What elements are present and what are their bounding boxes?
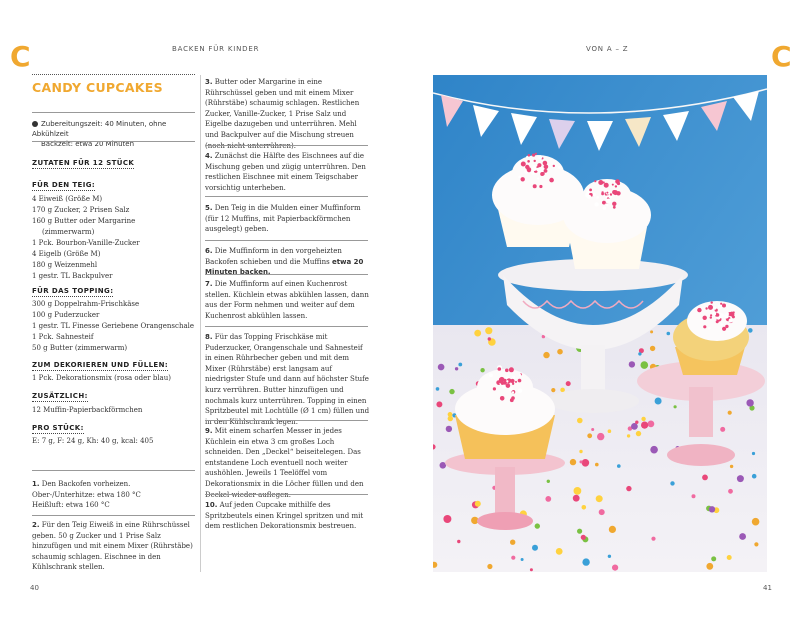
- cupcake-photo: [433, 75, 767, 572]
- rule: [205, 326, 368, 327]
- step-1: 1. Den Backofen vorheizen. Ober-/Unterhitze: etwa 180 °C Heißluft: etwa 160 °C: [32, 480, 141, 510]
- chapter-letter-left: C: [10, 40, 31, 73]
- step-5: 5. Den Teig in die Mulden einer Muffinform (für 12 Muffins, mit Papierbackförmchen ausgelegt) geben.: [205, 204, 361, 234]
- step-10: 10. Auf jeden Cupcake mithilfe des Spritzbeutels einen Kringel spritzen und mit dem restlichen Dekorationsmix bestreuen.: [205, 501, 364, 531]
- rule: [205, 420, 368, 421]
- step-4: 4. Zunächst die Hälfte des Eischnees auf die Mischung geben und zügig unterrühren. Den restlichen Eischnee mit einem Teigschaber vorsichtig unterheben.: [205, 152, 366, 192]
- topping-heading: FÜR DAS TOPPING:: [32, 287, 114, 295]
- extra-list: 12 Muffin-Papierbackförmchen: [32, 406, 143, 414]
- dough-list: 4 Eiweiß (Größe M) 170 g Zucker, 2 Prisen Salz 160 g Butter oder Margarine (zimmerwarm) 1 Pck. Bourbon-Vanille-Zucker 4 Eigelb (Größe M) 180 g Weizenmehl 1 gestr. TL Backpulver: [32, 195, 140, 280]
- chapter-letter-right: C: [771, 40, 792, 73]
- rule: [32, 515, 195, 516]
- page-number-right: 41: [763, 584, 772, 592]
- title-rule: [32, 74, 195, 75]
- extra-heading: ZUSÄTZLICH:: [32, 392, 88, 400]
- nutrition-heading: PRO STÜCK:: [32, 424, 84, 432]
- step-3: 3. Butter oder Margarine in eine Rührschüssel geben und mit einem Mixer (Rührstäbe) schaumig schlagen. Restlichen Zucker, Vanille-Zucker, 1 Prise Salz und Eigelbe dazugeben und unterrühren. Mehl und Backpulver auf die Mischung streuen (noch nicht unterrühren).: [205, 78, 360, 150]
- step-2: 2. Für den Teig Eiweiß in eine Rührschüssel geben. 50 g Zucker und 1 Prise Salz hinzufügen und mit einem Mixer (Rührstäbe) schaumig schlagen. Eischnee in den Kühlschrank stellen.: [32, 521, 193, 572]
- column-divider: [200, 75, 201, 572]
- decor-heading: ZUM DEKORIEREN UND FÜLLEN:: [32, 361, 169, 369]
- page-number-left: 40: [30, 584, 39, 592]
- running-header-right: VON A – Z: [586, 45, 629, 53]
- rule: [32, 112, 195, 113]
- step-9: 9. Mit einem scharfen Messer in jedes Küchlein ein etwa 3 cm großes Loch schneiden. Den „Deckel“ beiseitelegen. Das entstandene Loch eventuell noch weiter aushöhlen. Jeweils 1 Teelöffel vom Dekorationsmix in die Löcher füllen und den Deckel wieder auflegen.: [205, 427, 364, 499]
- nutrition-values: E: 7 g, F: 24 g, Kh: 40 g, kcal: 405: [32, 437, 154, 445]
- yield-heading: ZUTATEN FÜR 12 STÜCK: [32, 159, 135, 167]
- decor-list: 1 Pck. Dekorationsmix (rosa oder blau): [32, 374, 171, 382]
- rule: [32, 470, 195, 471]
- rule: [205, 145, 368, 146]
- rule: [205, 196, 368, 197]
- rule: [205, 240, 368, 241]
- recipe-title: CANDY CUPCAKES: [32, 80, 163, 95]
- rule: [205, 274, 368, 275]
- running-header-left: BACKEN FÜR KINDER: [172, 45, 260, 53]
- rule: [32, 141, 195, 142]
- clock-icon: [32, 121, 38, 127]
- step-6: 6. Die Muffinform in den vorgeheizten Backofen schieben und die Muffins etwa 20 Minuten backen.: [205, 247, 364, 277]
- step-7: 7. Die Muffinform auf einen Kuchenrost stellen. Küchlein etwas abkühlen lassen, dann aus der Form nehmen und weiter auf dem Kuchenrost abkühlen lassen.: [205, 280, 369, 320]
- prep-time: Zubereitungszeit: 40 Minuten, ohne Abkühlzeit Backzeit: etwa 20 Minuten: [32, 120, 167, 148]
- step-8: 8. Für das Topping Frischkäse mit Puderzucker, Orangenschale und Sahnesteif in einen Rührbecher geben und mit dem Mixer (Rührstäbe) erst langsam auf niedrigster Stufe und dann auf höchster Stufe kurz verrühren. Butter hinzufügen und nochmals kurz unterrühren. Topping in einen Spritzbeutel mit Lochtülle (Ø 1 cm) füllen und in den Kühlschrank legen.: [205, 333, 370, 426]
- dough-heading: FÜR DEN TEIG:: [32, 181, 96, 189]
- topping-list: 300 g Doppelrahm-Frischkäse 100 g Puderzucker 1 gestr. TL Finesse Geriebene Orangenschale 1 Pck. Sahnesteif 50 g Butter (zimmerwarm): [32, 300, 195, 352]
- rule: [205, 494, 368, 495]
